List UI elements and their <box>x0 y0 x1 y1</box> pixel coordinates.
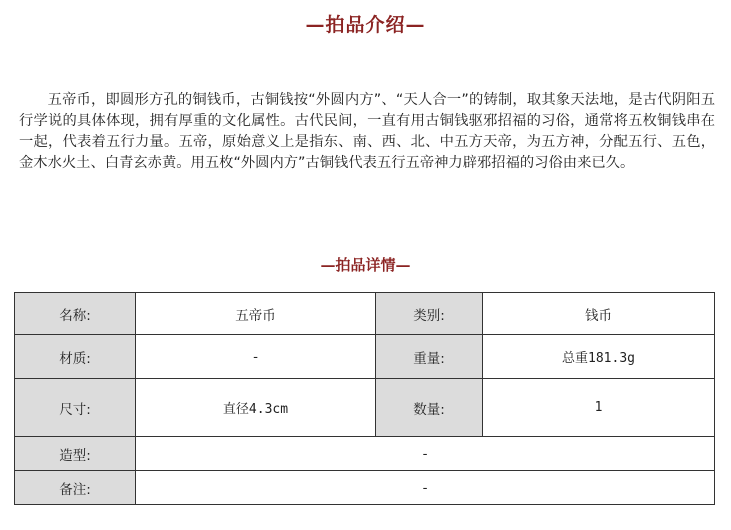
category-label: 类别: <box>376 293 483 335</box>
size-value: 直径4.3cm <box>136 379 376 437</box>
table-row-material <box>15 335 715 379</box>
remark-label: 备注: <box>15 471 136 505</box>
weight-label: 重量: <box>376 335 483 379</box>
name-label: 名称: <box>15 293 136 335</box>
item-introduction: 五帝币，即圆形方孔的铜钱币，古铜钱按“外圆内方”、“天人合一”的铸制，取其象天法地，是古代阴阳五行学说的具体体现，拥有厚重的文化属性。古代民间，一直有用古铜钱驱邪招福的习俗，通常将五枚铜钱串在一起，代表着五行力量。五帝，原始意义上是指东、南、西、北、中五方天帝，为五方神，分配五行、五色，金木水火土、白青玄赤黄。用五枚“外圆内方”古铜钱代表五行五帝神力辟邪招福的习俗由来已久。 <box>19 92 715 171</box>
table-row-remark <box>15 471 715 505</box>
details-table <box>14 292 715 505</box>
table-row-name <box>15 293 715 335</box>
quantity-label: 数量: <box>376 379 483 437</box>
table-row-shape <box>15 437 715 471</box>
material-value: - <box>136 335 376 379</box>
material-label: 材质: <box>15 335 136 379</box>
details-title: —拍品详情— <box>320 256 411 274</box>
size-label: 尺寸: <box>15 379 136 437</box>
remark-value: - <box>136 471 715 505</box>
shape-value: - <box>136 437 715 471</box>
table-row-size <box>15 379 715 437</box>
page-title: —拍品介绍— <box>305 14 426 36</box>
name-value: 五帝币 <box>136 293 376 335</box>
category-value: 钱币 <box>483 293 715 335</box>
weight-value: 总重181.3g <box>483 335 715 379</box>
shape-label: 造型: <box>15 437 136 471</box>
quantity-value: 1 <box>483 379 715 437</box>
